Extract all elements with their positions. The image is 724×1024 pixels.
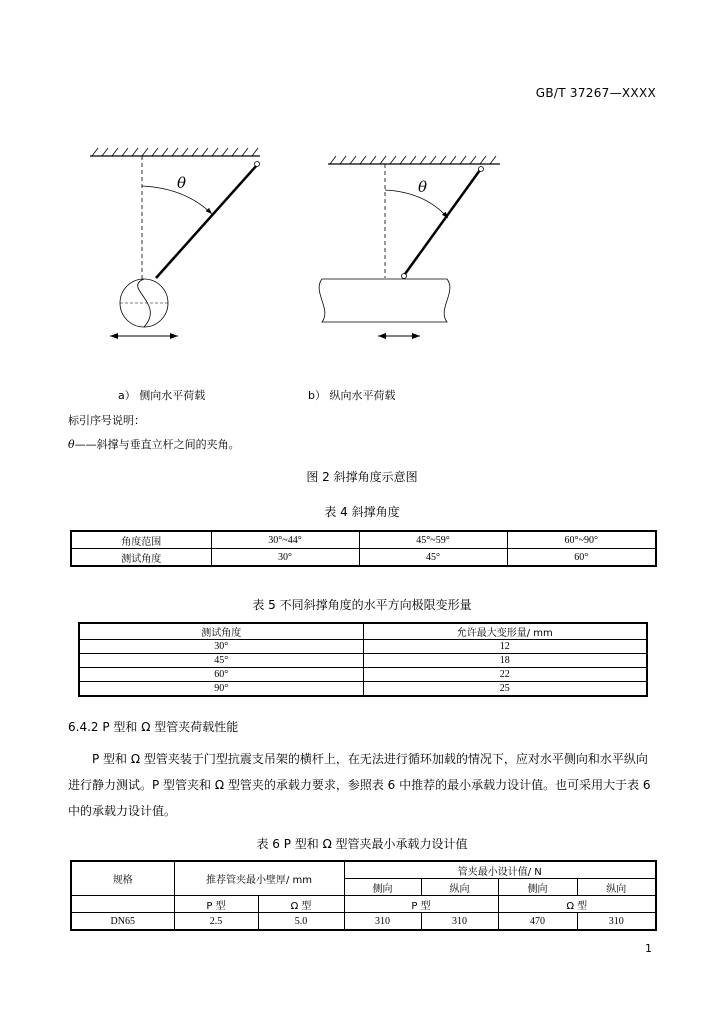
page-number: 1: [645, 942, 652, 955]
brace-top-pin-a: [255, 162, 260, 167]
legend-title: 标引序号说明：: [68, 414, 145, 427]
table-header-cell: Ω 型: [498, 896, 656, 913]
longitudinal-load-diagram: [319, 156, 500, 336]
brace-a: [156, 165, 257, 278]
table6: [70, 860, 657, 931]
table-cell: 2.5: [174, 913, 258, 931]
table-header-row: [71, 896, 656, 913]
table-header-cell: 纵向: [577, 879, 656, 896]
table-cell: 60°: [507, 549, 656, 567]
table-header-cell: 规格: [71, 861, 174, 896]
theta-label-a: θ: [177, 174, 187, 192]
table-cell: 310: [577, 913, 656, 931]
figure-title: 图 2 斜撑角度示意图: [306, 470, 418, 484]
table-cell: 60°: [79, 668, 363, 682]
legend-text: ——斜撑与垂直立杆之间的夹角。: [74, 438, 240, 451]
table-cell: 90°: [79, 682, 363, 697]
table-row: [79, 682, 647, 697]
paragraph-text: P 型和 Ω 型管夹装于门型抗震支吊架的横杆上，在无法进行循环加载的情况下，应对水平侧向和水平纵向进行静力测试。P 型管夹和 Ω 型管夹的承载力要求，参照表 6 中推荐的最小承载力设计值。也可采用大于表 6 中的承载力设计值。: [68, 752, 651, 818]
table-cell: 470: [498, 913, 577, 931]
brace-bottom-pin-b: [402, 274, 407, 279]
table-header-cell: Ω 型: [258, 896, 344, 913]
table-header-row: [71, 861, 656, 879]
table-row: [79, 654, 647, 668]
table-row: [71, 549, 656, 567]
table4-title: 表 4 斜撑角度: [324, 505, 400, 519]
figure-caption-b: b） 纵向水平荷载: [308, 389, 396, 402]
table-cell: 310: [421, 913, 498, 931]
theta-label-b: θ: [418, 178, 428, 196]
ceiling-hatch-b: [330, 156, 496, 164]
table-header-cell: P 型: [174, 896, 258, 913]
table-header-cell: 测试角度: [79, 623, 363, 640]
legend-symbol: θ: [68, 438, 75, 451]
table-header-cell: 推荐管夹最小壁厚/ mm: [174, 861, 344, 896]
table-cell: 22: [363, 668, 647, 682]
table-cell: 60°~90°: [507, 531, 656, 549]
section-heading: 6.4.2 P 型和 Ω 型管夹荷载性能: [68, 720, 239, 734]
table4: [70, 530, 657, 567]
section-paragraph: [68, 746, 658, 824]
table-cell: 角度范围: [71, 531, 211, 549]
table-cell: 12: [363, 640, 647, 654]
standard-code: GB/T 37267—XXXX: [535, 86, 656, 100]
table-cell: 30°: [211, 549, 359, 567]
table-cell: DN65: [71, 913, 174, 931]
table-row: [79, 640, 647, 654]
table-header-cell: 管夹最小设计值/ N: [344, 861, 656, 879]
table-header-cell: P 型: [344, 896, 498, 913]
table-header-cell: 允许最大变形量/ mm: [363, 623, 647, 640]
brace-b: [405, 170, 480, 274]
angle-arc-b: [385, 190, 448, 218]
table-cell: 25: [363, 682, 647, 697]
table5: [78, 622, 648, 697]
table-header-cell: 侧向: [498, 879, 577, 896]
table-header-cell: [71, 896, 174, 913]
table-cell: 5.0: [258, 913, 344, 931]
table-header-row: [79, 623, 647, 640]
table-cell: 30°: [79, 640, 363, 654]
table-cell: 45°: [359, 549, 507, 567]
table-cell: 45°: [79, 654, 363, 668]
table-row: [71, 913, 656, 931]
table5-title: 表 5 不同斜撑角度的水平方向极限变形量: [252, 598, 472, 612]
table-cell: 18: [363, 654, 647, 668]
table-header-cell: 侧向: [344, 879, 421, 896]
pipe-side-b: [319, 279, 450, 322]
table6-title: 表 6 P 型和 Ω 型管夹最小承载力设计值: [256, 837, 468, 851]
figure-caption-a: a） 侧向水平荷载: [118, 389, 206, 402]
table-cell: 45°~59°: [359, 531, 507, 549]
lateral-load-diagram: [90, 148, 260, 336]
table-row: [71, 531, 656, 549]
ceiling-hatch-a: [92, 148, 258, 156]
table-cell: 测试角度: [71, 549, 211, 567]
table-header-cell: 纵向: [421, 879, 498, 896]
legend-item: [68, 436, 240, 452]
bracing-angle-figure: [60, 138, 660, 368]
table-cell: 30°~44°: [211, 531, 359, 549]
table-row: [79, 668, 647, 682]
table-cell: 310: [344, 913, 421, 931]
brace-top-pin-b: [479, 167, 484, 172]
